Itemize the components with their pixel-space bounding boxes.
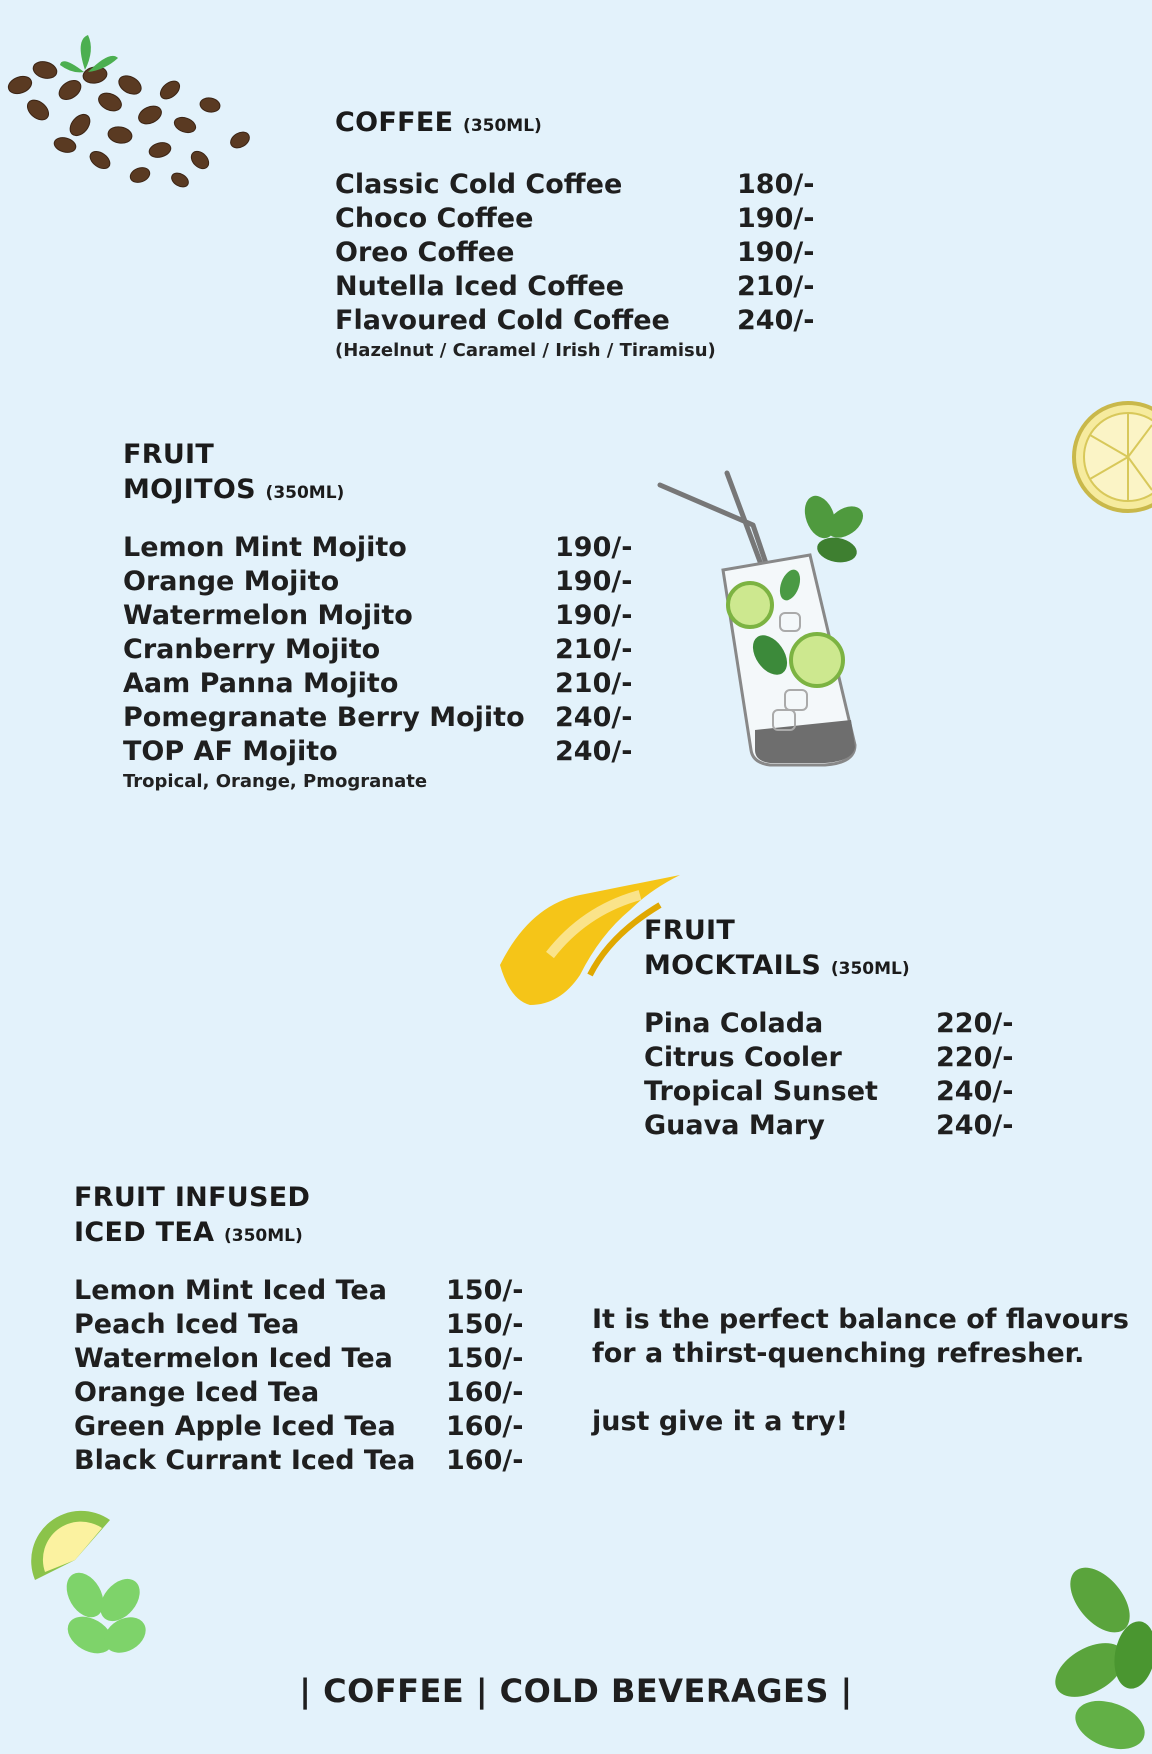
item-name: Choco Coffee	[335, 203, 534, 234]
menu-item	[123, 565, 632, 599]
menu-item	[335, 168, 814, 202]
iced-tea-item-list	[74, 1274, 523, 1478]
mint-leaves-illustration	[1040, 1560, 1152, 1750]
menu-item	[644, 1041, 1013, 1075]
menu-item	[74, 1274, 523, 1308]
item-price: 190/-	[737, 203, 815, 234]
mocktails-title-line2: MOCKTAILS	[644, 950, 822, 981]
menu-item	[123, 633, 632, 667]
menu-item	[644, 1109, 1013, 1143]
item-name: Watermelon Mojito	[123, 600, 413, 631]
mojitos-title-line2: MOJITOS	[123, 474, 256, 505]
item-name: Tropical Sunset	[644, 1076, 878, 1107]
lemon-slice-illustration	[1068, 395, 1152, 525]
item-price: 190/-	[555, 532, 633, 563]
item-name: Classic Cold Coffee	[335, 169, 623, 200]
item-name: Peach Iced Tea	[74, 1309, 300, 1340]
iced-tea-title-line1: FRUIT INFUSED	[74, 1182, 311, 1213]
menu-item	[335, 304, 814, 338]
item-name: Cranberry Mojito	[123, 634, 381, 665]
item-name: Black Currant Iced Tea	[74, 1445, 416, 1476]
menu-footer: | COFFEE | COLD BEVERAGES |	[299, 1672, 853, 1710]
coffee-item-list	[335, 168, 814, 364]
mojito-glass-illustration	[655, 465, 875, 775]
item-price: 220/-	[936, 1008, 1014, 1039]
item-price: 160/-	[446, 1411, 524, 1442]
menu-item	[335, 236, 814, 270]
item-price: 160/-	[446, 1377, 524, 1408]
mojitos-volume: (350ML)	[265, 483, 345, 503]
menu-item	[644, 1007, 1013, 1041]
iced-tea-volume: (350ML)	[223, 1226, 303, 1246]
menu-item	[123, 599, 632, 633]
item-price: 160/-	[446, 1445, 524, 1476]
menu-item	[74, 1308, 523, 1342]
item-price: 150/-	[446, 1309, 524, 1340]
item-name: Orange Mojito	[123, 566, 340, 597]
mocktails-item-list	[644, 1007, 1013, 1143]
item-name: Citrus Cooler	[644, 1042, 842, 1073]
item-price: 190/-	[555, 566, 633, 597]
promo-blurb	[592, 1303, 1129, 1439]
item-price: 240/-	[555, 702, 633, 733]
menu-item	[123, 735, 632, 769]
mocktails-section	[644, 913, 1013, 1143]
menu-item	[335, 270, 814, 304]
mocktails-title	[644, 913, 1013, 987]
item-name: Guava Mary	[644, 1110, 825, 1141]
menu-item	[123, 701, 632, 735]
menu-item	[123, 667, 632, 701]
menu-item	[644, 1075, 1013, 1109]
item-name: TOP AF Mojito	[123, 736, 338, 767]
iced-tea-section	[74, 1180, 523, 1478]
item-price: 220/-	[936, 1042, 1014, 1073]
item-name: Oreo Coffee	[335, 237, 515, 268]
iced-tea-title-line2: ICED TEA	[74, 1217, 215, 1248]
item-name: Pomegranate Berry Mojito	[123, 702, 525, 733]
iced-tea-title	[74, 1180, 523, 1254]
item-price: 210/-	[737, 271, 815, 302]
mojitos-title-line1: FRUIT	[123, 439, 215, 470]
mojitos-item-list	[123, 531, 632, 795]
item-price: 190/-	[555, 600, 633, 631]
item-name: Orange Iced Tea	[74, 1377, 320, 1408]
item-price: 240/-	[936, 1110, 1014, 1141]
mojitos-section	[123, 437, 632, 795]
item-name: Lemon Mint Mojito	[123, 532, 407, 563]
blurb-line-3: just give it a try!	[592, 1406, 849, 1437]
item-price: 190/-	[737, 237, 815, 268]
item-name: Watermelon Iced Tea	[74, 1343, 393, 1374]
blurb-line-1: It is the perfect balance of flavours	[592, 1304, 1129, 1335]
mojitos-title	[123, 437, 632, 511]
coffee-flavour-note: (Hazelnut / Caramel / Irish / Tiramisu)	[335, 340, 716, 361]
mocktails-title-line1: FRUIT	[644, 915, 736, 946]
item-price: 210/-	[555, 668, 633, 699]
menu-item	[74, 1376, 523, 1410]
menu-item	[74, 1342, 523, 1376]
coffee-volume: (350ML)	[463, 116, 542, 136]
menu-item	[74, 1444, 523, 1478]
item-price: 240/-	[737, 305, 815, 336]
item-name: Aam Panna Mojito	[123, 668, 399, 699]
menu-item	[123, 531, 632, 565]
item-name: Green Apple Iced Tea	[74, 1411, 396, 1442]
coffee-section	[335, 105, 814, 364]
item-price: 210/-	[555, 634, 633, 665]
item-name: Pina Colada	[644, 1008, 824, 1039]
lime-mint-illustration	[30, 1500, 150, 1660]
coffee-beans-illustration	[0, 30, 260, 200]
blurb-line-2: for a thirst-quenching refresher.	[592, 1338, 1085, 1369]
mojito-flavour-note: Tropical, Orange, Pmogranate	[123, 771, 428, 792]
mocktails-volume: (350ML)	[830, 959, 910, 979]
item-price: 150/-	[446, 1275, 524, 1306]
item-name: Nutella Iced Coffee	[335, 271, 625, 302]
coffee-title-text: COFFEE	[335, 107, 454, 138]
menu-item	[74, 1410, 523, 1444]
item-name: Flavoured Cold Coffee	[335, 305, 670, 336]
menu-item	[335, 202, 814, 236]
item-price: 180/-	[737, 169, 815, 200]
item-price: 150/-	[446, 1343, 524, 1374]
item-price: 240/-	[555, 736, 633, 767]
item-price: 240/-	[936, 1076, 1014, 1107]
item-name: Lemon Mint Iced Tea	[74, 1275, 387, 1306]
coffee-title	[335, 105, 814, 144]
